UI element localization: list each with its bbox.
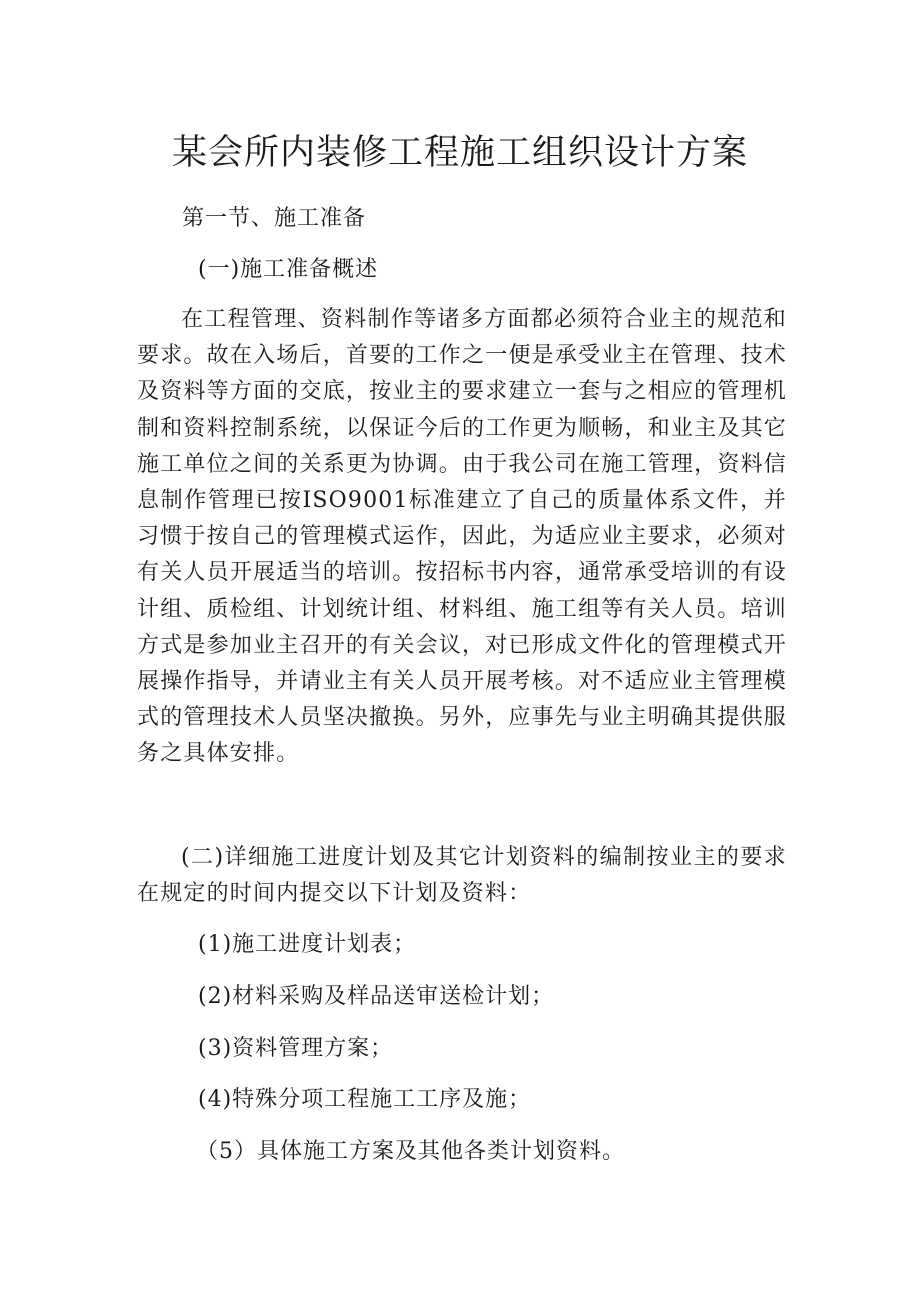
overview-paragraph: 在工程管理、资料制作等诸多方面都必须符合业主的规范和要求。故在入场后，首要的工作之一便是承受业主在管理、技术及资料等方面的交底，按业主的要求建立一套与之相应的管理机制和资料控制系统，以保证今后的工作更为顺畅，和业主及其它施工单位之间的关系更为协调。由于我公司在施工管理，资料信息制作管理已按ISO9001标准建立了自己的质量体系文件，并习惯于按自己的管理模式运作，因此，为适应业主要求，必须对有关人员开展适当的培训。按招标书内容，通常承受培训的有设计组、质检组、计划统计组、材料组、施工组等有关人员。培训方式是参加业主召开的有关会议，对已形成文件化的管理模式开展操作指导，并请业主有关人员开展考核。对不适应业主管理模式的管理技术人员坚决撤换。另外，应事先与业主明确其提供服务之具体安排。 (137, 307, 787, 767)
list-item: (1)施工进度计划表； (198, 932, 417, 957)
list-item: (2)材料采购及样品送审送检计划； (198, 984, 555, 1009)
subsection-heading: (一)施工准备概述 (198, 257, 379, 282)
list-item: (3)资料管理方案； (198, 1036, 394, 1061)
list-item: （5）具体施工方案及其他各类计划资料。 (196, 1139, 625, 1164)
list-item: (4)特殊分项工程施工工序及施； (198, 1087, 532, 1112)
section-heading: 第一节、施工准备 (182, 206, 367, 231)
schedule-paragraph: (二)详细施工进度计划及其它计划资料的编制按业主的要求在规定的时间内提交以下计划及资料： (137, 845, 787, 907)
document-title: 某会所内装修工程施工组织设计方案 (171, 133, 748, 173)
